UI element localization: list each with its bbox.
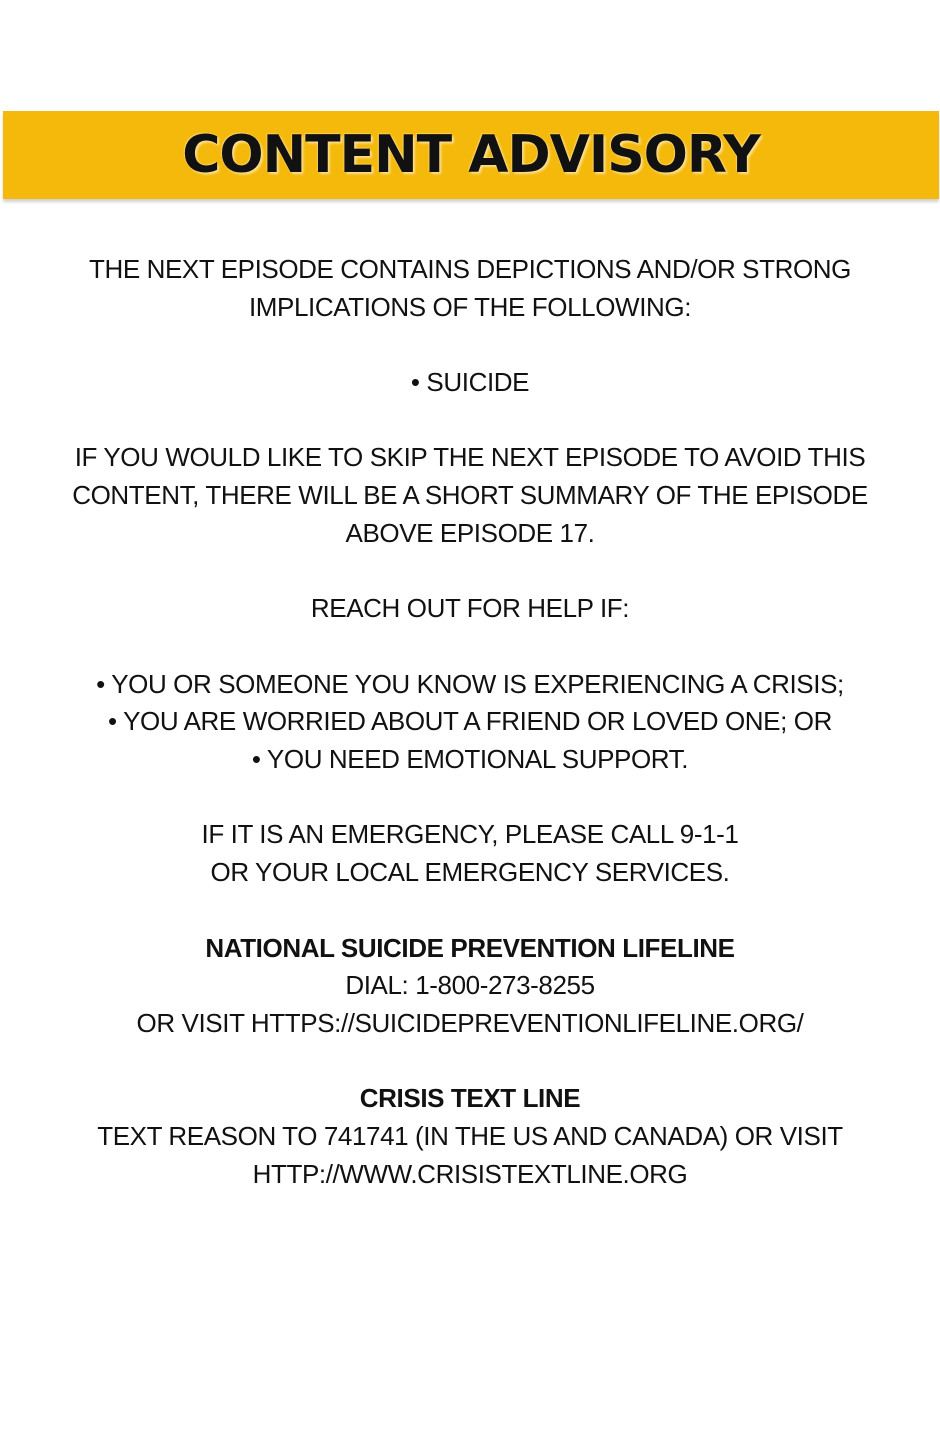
lifeline-name: NATIONAL SUICIDE PREVENTION LIFELINE: [205, 932, 735, 963]
lifeline-visit: OR VISIT HTTPS://SUICIDEPREVENTIONLIFELINE.ORG/: [136, 1007, 804, 1038]
topic-item: • SUICIDE: [410, 367, 530, 398]
emergency-line: OR YOUR LOCAL EMERGENCY SERVICES.: [210, 857, 730, 888]
intro-line: IMPLICATIONS OF THE FOLLOWING:: [248, 291, 692, 322]
crisis-text-name: CRISIS TEXT LINE: [359, 1083, 581, 1114]
spacer: [0, 628, 940, 666]
advisory-banner: [3, 111, 939, 199]
skip-notice-line: CONTENT, THERE WILL BE A SHORT SUMMARY OF THE EPISODE: [72, 480, 868, 511]
skip-notice-line: ABOVE EPISODE 17.: [345, 517, 595, 548]
spacer: [0, 402, 940, 440]
crisis-text-line: TEXT REASON TO 741741 (IN THE US AND CANADA) OR VISIT: [97, 1121, 843, 1152]
help-heading: REACH OUT FOR HELP IF:: [310, 593, 630, 624]
skip-notice-line: IF YOU WOULD LIKE TO SKIP THE NEXT EPISODE TO AVOID THIS: [74, 442, 866, 473]
emergency-line: IF IT IS AN EMERGENCY, PLEASE CALL 9-1-1: [201, 819, 739, 850]
spacer: [0, 892, 940, 930]
help-item: • YOU ARE WORRIED ABOUT A FRIEND OR LOVED ONE; OR: [108, 706, 832, 737]
intro-line: THE NEXT EPISODE CONTAINS DEPICTIONS AND/OR STRONG: [88, 254, 852, 284]
spacer: [0, 1043, 940, 1081]
spacer: [0, 779, 940, 817]
advisory-body: [0, 251, 940, 1193]
spacer: [0, 326, 940, 364]
help-item: • YOU NEED EMOTIONAL SUPPORT.: [251, 744, 689, 775]
spacer: [0, 553, 940, 591]
banner-title: CONTENT ADVISORY: [182, 125, 760, 185]
help-item: • YOU OR SOMEONE YOU KNOW IS EXPERIENCING A CRISIS;: [96, 668, 844, 699]
crisis-text-line: HTTP://WWW.CRISISTEXTLINE.ORG: [252, 1158, 688, 1189]
lifeline-dial: DIAL: 1-800-273-8255: [345, 970, 595, 1001]
